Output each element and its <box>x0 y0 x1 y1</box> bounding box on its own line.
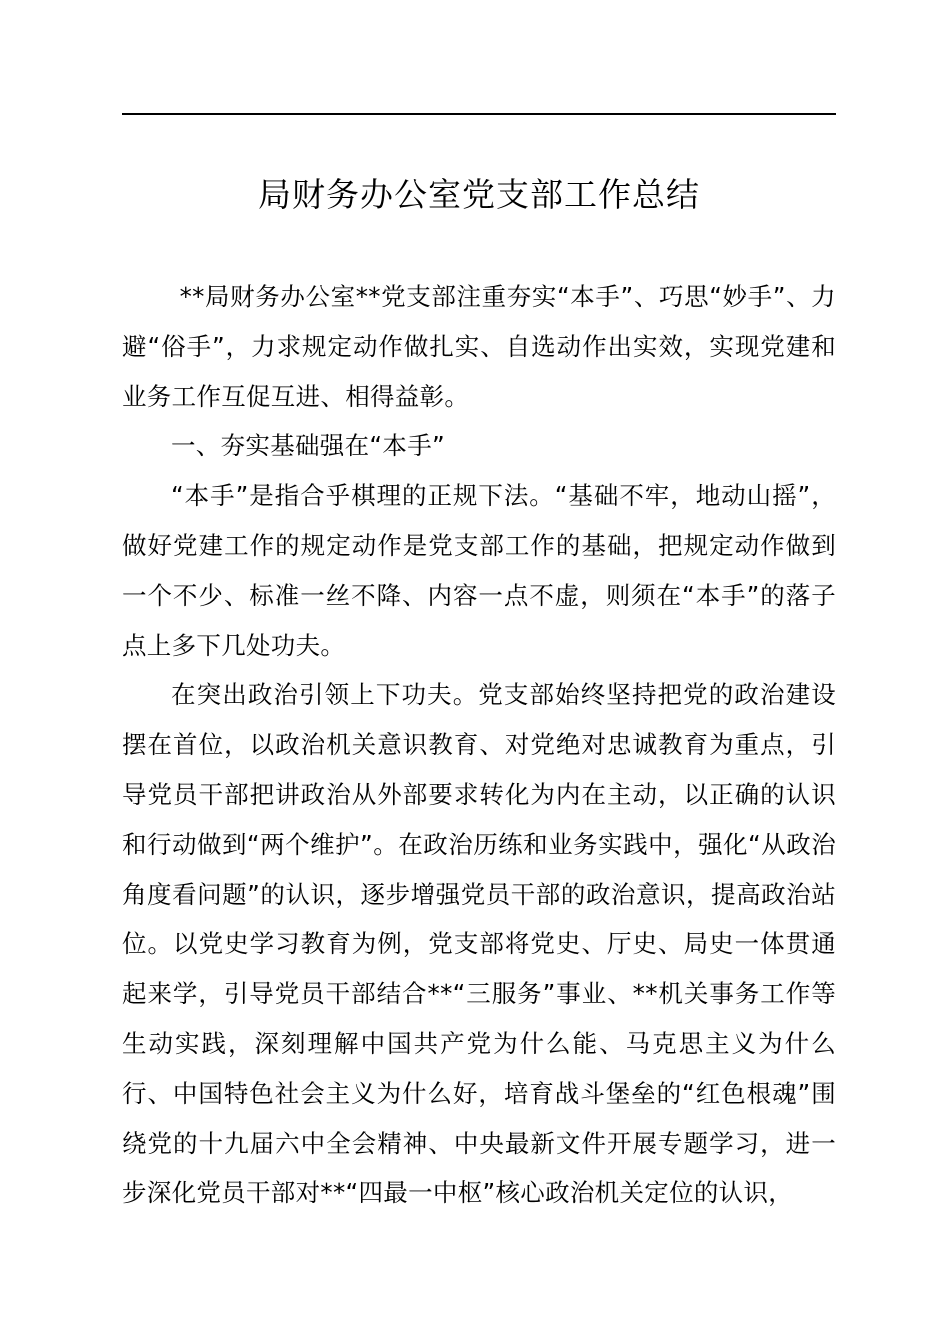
paragraph-intro: **局财务办公室**党支部注重夯实“本手”、巧思“妙手”、力避“俗手”，力求规定动作做扎实、自选动作出实效，实现党建和业务工作互促互进、相得益彰。 <box>122 282 836 411</box>
paragraph: 在突出政治引领上下功夫。党支部始终坚持把党的政治建设摆在首位，以政治机关意识教育、对党绝对忠诚教育为重点，引导党员干部把讲政治从外部要求转化为内在主动，以正确的认识和行动做到“两个维护”。在政治历练和业务实践中，强化“从政治角度看问题”的认识，逐步增强党员干部的政治意识，提高政治站位。以党史学习教育为例，党支部将党史、厅史、局史一体贯通起来学，引导党员干部结合**“三服务”事业、**机关事务工作等生动实践，深刻理解中国共产党为什么能、马克思主义为什么行、中国特色社会主义为什么好，培育战斗堡垒的“红色根魂”围绕党的十九届六中全会精神、中央最新文件开展专题学习，进一步深化党员干部对**“四最一中枢”核心政治机关定位的认识， <box>122 680 836 1208</box>
paragraph: “本手”是指合乎棋理的正规下法。“基础不牢，地动山摇”，做好党建工作的规定动作是党支部工作的基础，把规定动作做到一个不少、标准一丝不降、内容一点不虚，则须在“本手”的落子点上多下几处功夫。 <box>122 481 836 660</box>
header-rule <box>122 113 836 115</box>
document-body <box>122 272 836 1218</box>
document-title: 局财务办公室党支部工作总结 <box>258 175 700 214</box>
section-heading: 一、夯实基础强在“本手” <box>171 431 445 461</box>
